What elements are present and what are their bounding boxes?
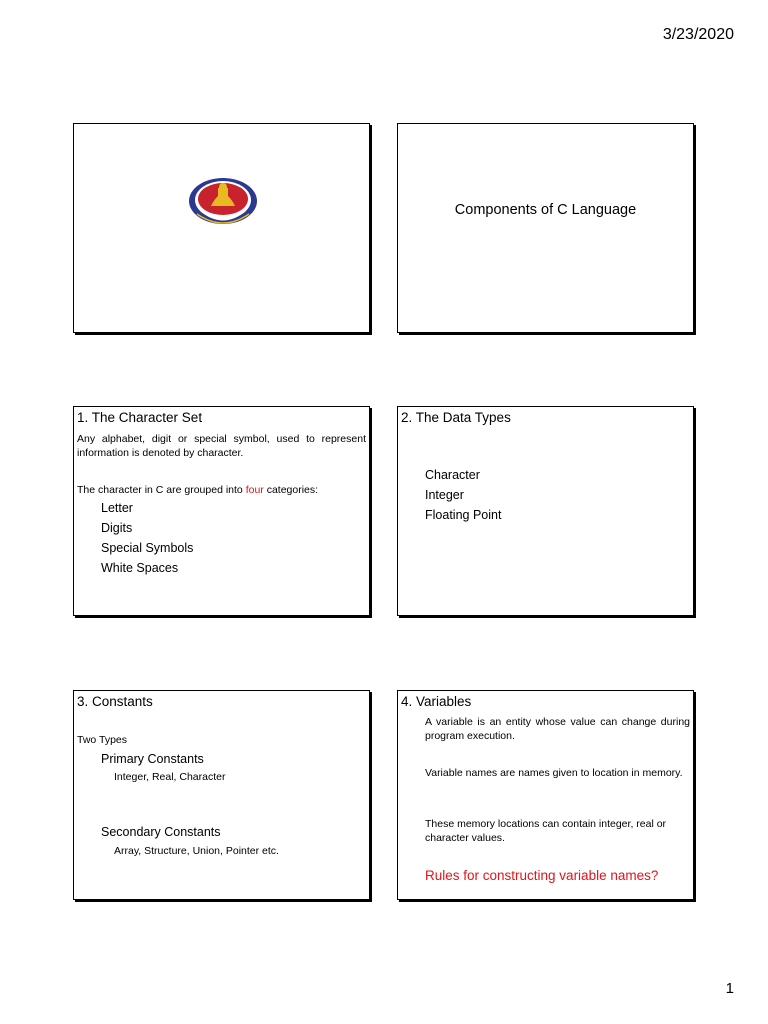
slide-data-types <box>397 406 694 616</box>
slide-heading: 3. Constants <box>77 694 153 709</box>
primary-constants-detail: Integer, Real, Character <box>114 771 226 783</box>
character-groups-text <box>77 483 366 497</box>
university-emblem-icon <box>187 176 259 226</box>
slide-heading: 4. Variables <box>401 694 472 709</box>
variables-paragraph-2: Variable names are names given to location in memory. <box>425 767 683 779</box>
slide-heading: 2. The Data Types <box>401 410 511 425</box>
slide-heading: 1. The Character Set <box>77 410 203 425</box>
variables-paragraph-3: These memory locations can contain integer, real or character values. <box>425 818 667 844</box>
variables-question: Rules for constructing variable names? <box>425 868 659 883</box>
slide-character-set <box>73 406 370 616</box>
slide-constants <box>73 690 370 900</box>
list-item: Integer <box>425 488 464 502</box>
list-item: Digits <box>101 521 133 535</box>
character-description: Any alphabet, digit or special symbol, used to represent information is denoted by character. <box>77 433 366 459</box>
groups-highlight: four <box>245 484 264 496</box>
list-item: Character <box>425 468 480 482</box>
slide-variables <box>397 690 694 900</box>
constants-intro: Two Types <box>77 734 127 746</box>
groups-suffix: categories: <box>263 484 319 496</box>
secondary-constants-detail: Array, Structure, Union, Pointer etc. <box>114 845 279 857</box>
groups-prefix: The character in C are grouped into <box>77 484 246 496</box>
list-item: Floating Point <box>425 508 502 522</box>
presentation-title: Components of C Language <box>454 202 637 218</box>
secondary-constants-label: Secondary Constants <box>101 825 221 839</box>
page-number: 1 <box>725 980 734 997</box>
primary-constants-label: Primary Constants <box>101 752 204 766</box>
list-item: Special Symbols <box>101 541 194 555</box>
slide-title <box>397 123 694 333</box>
list-item: Letter <box>101 501 133 515</box>
slide-logo <box>73 123 370 333</box>
variables-paragraph-1: A variable is an entity whose value can change during program execution. <box>425 716 690 742</box>
page-date: 3/23/2020 <box>662 26 734 43</box>
list-item: White Spaces <box>101 561 179 575</box>
